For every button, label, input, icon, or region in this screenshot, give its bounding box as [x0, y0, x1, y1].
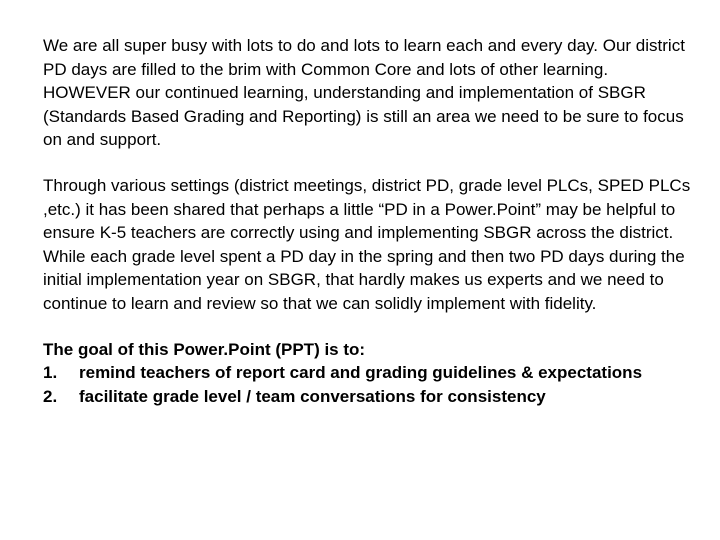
goal-item-text: remind teachers of report card and grading guidelines & expectations — [79, 363, 643, 383]
context-paragraph: Through various settings (district meetings, district PD, grade level PLCs, SPED PLCs ,etc.) it has been shared that perhaps a little “PD in a Power.Point” may be helpful to ensure K-5 teachers are correctly using and implementing SBGR across the district. While each grade level spent a PD day in the spring and then two PD days during the initial implementation year on SBGR, that hardly makes us experts and we need to continue to learn and review so that we can solidly implement with fidelity. — [43, 175, 691, 313]
goal-list — [43, 361, 693, 408]
goal-item-1 — [43, 361, 693, 385]
goal-heading: The goal of this Power.Point (PPT) is to: — [43, 339, 366, 359]
intro-paragraph: We are all super busy with lots to do and lots to learn each and every day. Our district PD days are filled to the brim with Common Core and lots of other learning. HOWEVER our continued learning, understanding and implementation of SBGR (Standards Based Grading and Reporting) is still an area we need to be sure to focus on and support. — [43, 36, 685, 150]
slide-body — [43, 34, 693, 408]
goal-item-number: 1. — [43, 363, 58, 383]
goal-item-text: facilitate grade level / team conversations for consistency — [79, 386, 546, 406]
goal-item-2 — [43, 385, 693, 409]
goal-section — [43, 338, 693, 409]
goal-item-number: 2. — [43, 386, 58, 406]
